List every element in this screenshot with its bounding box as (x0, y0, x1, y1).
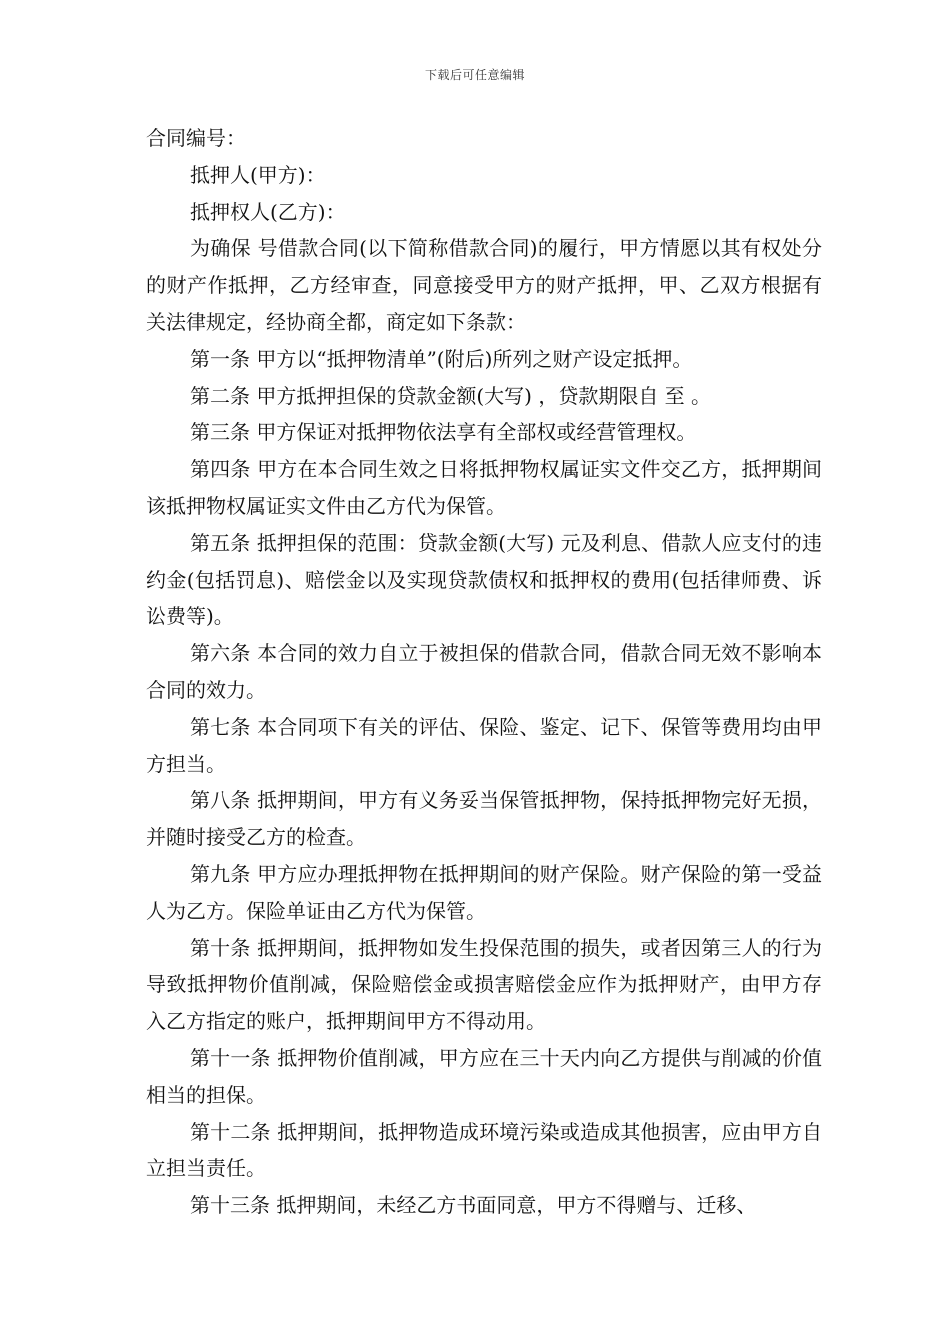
mortgagee-label: 抵押权人(乙方)： (190, 199, 346, 224)
article-5: 第五条 抵押担保的范围：贷款金额(大写) 元及利息、借款人应支付的违约金(包括罚息)、赔偿金以及实现贷款债权和抵押权的费用(包括律师费、诉讼费等)。 (146, 530, 822, 629)
article-8: 第八条 抵押期间，甲方有义务妥当保管抵押物，保持抵押物完好无损，并随时接受乙方的检查。 (146, 788, 822, 850)
mortgagor-label: 抵押人(甲方)： (190, 162, 326, 187)
article-7: 第七条 本合同项下有关的评估、保险、鉴定、记下、保管等费用均由甲方担当。 (146, 714, 822, 776)
contract-number-label: 合同编号： (146, 126, 246, 150)
article-4: 第四条 甲方在本合同生效之日将抵押物权属证实文件交乙方，抵押期间该抵押物权属证实文件由乙方代为保管。 (146, 457, 822, 518)
article-13: 第十三条 抵押期间，未经乙方书面同意，甲方不得赠与、迁移、 (190, 1193, 757, 1218)
article-11: 第十一条 抵押物价值削减，甲方应在三十天内向乙方提供与削减的价值相当的担保。 (146, 1045, 822, 1107)
article-10: 第十条 抵押期间，抵押物如发生投保范围的损失，或者因第三人的行为导致抵押物价值削减，保险赔偿金或损害赔偿金应作为抵押财产，由甲方存入乙方指定的账户，抵押期间甲方不得动用。 (146, 935, 822, 1034)
article-6: 第六条 本合同的效力自立于被担保的借款合同，借款合同无效不影响本合同的效力。 (146, 641, 822, 702)
article-2: 第二条 甲方抵押担保的贷款金额(大写) ，贷款期限自 至 。 (190, 383, 712, 408)
article-12: 第十二条 抵押期间，抵押物造成环境污染或造成其他损害，应由甲方自立担当责任。 (146, 1119, 822, 1181)
intro-paragraph: 为确保 号借款合同(以下简称借款合同)的履行，甲方情愿以其有权处分的财产作抵押，乙方经审查，同意接受甲方的财产抵押，甲、乙双方根据有关法律规定，经协商全都，商定如下条款： (146, 236, 822, 334)
article-3: 第三条 甲方保证对抵押物依法享有全部权或经营管理权。 (190, 420, 697, 445)
page-header: 下载后可任意编辑 (424, 68, 525, 82)
article-1: 第一条 甲方以“抵押物清单”(附后)所列之财产设定抵押。 (190, 346, 693, 371)
contract-body (146, 120, 822, 1224)
article-9: 第九条 甲方应办理抵押物在抵押期间的财产保险。财产保险的第一受益人为乙方。保险单证由乙方代为保管。 (146, 861, 822, 923)
